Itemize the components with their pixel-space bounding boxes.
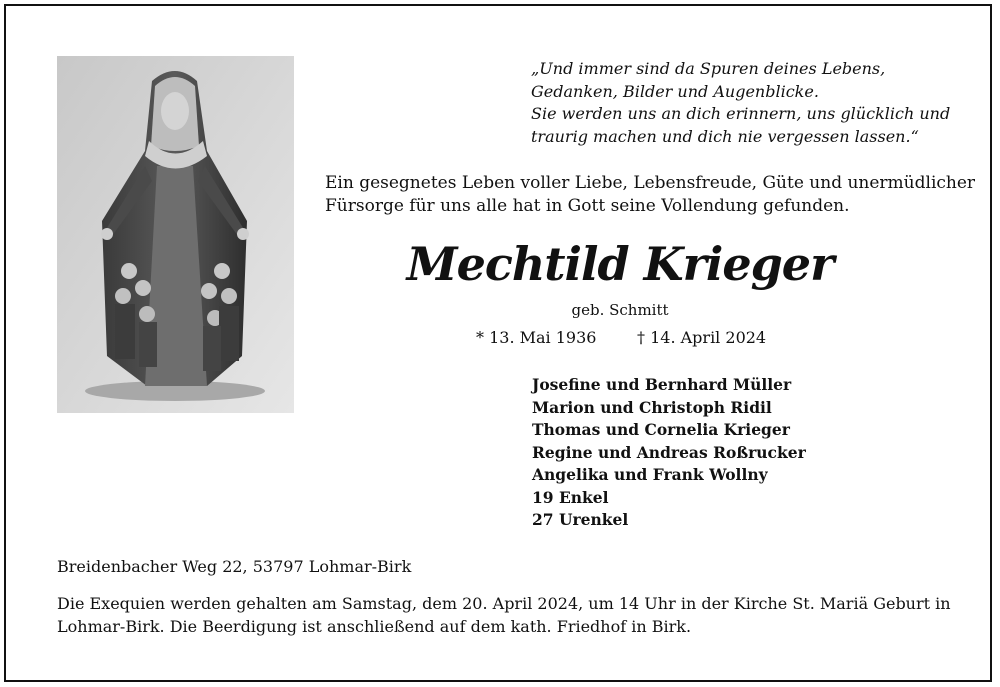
service-line: Lohmar-Birk. Die Beerdigung ist anschließend auf dem kath. Friedhof in Birk. [57, 617, 692, 636]
birth-date: * 13. Mai 1936 [476, 328, 597, 347]
deceased-name: Mechtild Krieger [406, 237, 834, 291]
service-info [57, 592, 957, 638]
birth-name: geb. Schmitt [571, 301, 669, 319]
mourner-entry: Josefine und Bernhard Müller [532, 375, 792, 394]
mourner-entry: 19 Enkel [532, 487, 609, 507]
mourner-entry: Marion und Christoph Ridil [532, 397, 772, 417]
intro-text [325, 172, 976, 218]
family-address: Breidenbacher Weg 22, 53797 Lohmar-Birk [57, 557, 412, 576]
mourner-entry: Regine und Andreas Roßrucker [532, 442, 806, 462]
intro-line: Fürsorge für uns alle hat in Gott seine Vollendung gefunden. [325, 196, 850, 216]
service-line: Die Exequien werden gehalten am Samstag, dem 20. April 2024, um 14 Uhr in der Kirche St. Mariä Geburt in [57, 594, 951, 613]
quote-line: Sie werden uns an dich erinnern, uns glücklich und [531, 104, 951, 123]
death-date: † 14. April 2024 [637, 328, 767, 347]
quote-line: Gedanken, Bilder und Augenblicke. [531, 81, 819, 101]
quote-line: traurig machen und dich nie vergessen lassen.“ [531, 126, 919, 146]
memorial-quote [531, 58, 961, 148]
madonna-statue-photo [57, 56, 294, 413]
mourners-list [532, 374, 832, 532]
mourner-entry: 27 Urenkel [532, 510, 629, 529]
madonna-statue-illustration [57, 56, 294, 413]
intro-line: Ein gesegnetes Leben voller Liebe, Lebensfreude, Güte und unermüdlicher [325, 173, 976, 193]
mourner-entry: Thomas und Cornelia Krieger [532, 420, 790, 439]
mourner-entry: Angelika und Frank Wollny [532, 465, 768, 484]
quote-line: „Und immer sind da Spuren deines Lebens, [531, 59, 886, 78]
